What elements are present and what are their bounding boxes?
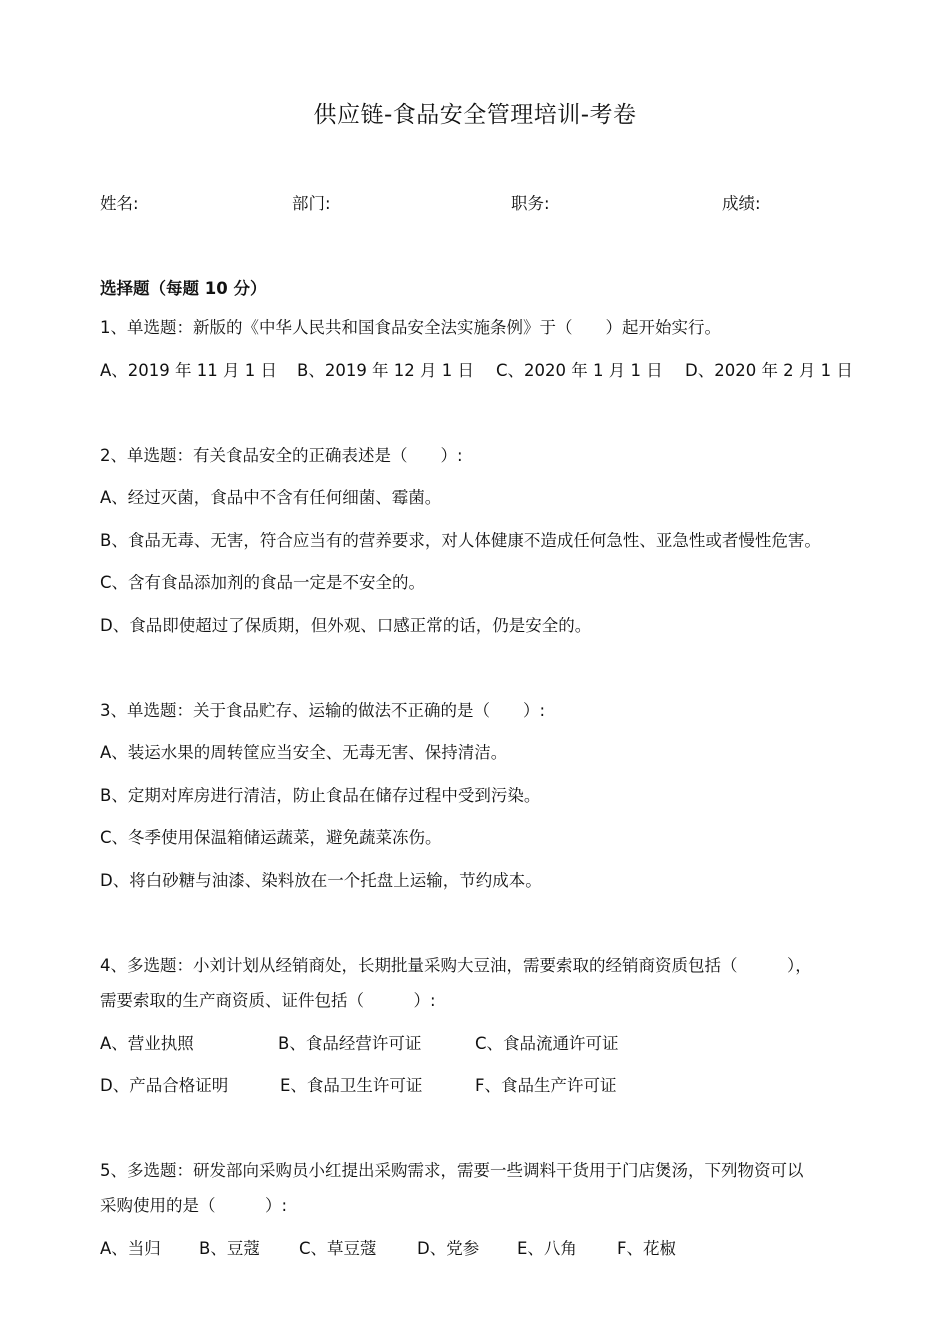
page-title: 供应链-食品安全管理培训-考卷 bbox=[313, 102, 637, 128]
question-5-option-f: F、花椒 bbox=[617, 1239, 676, 1258]
question-3-option-a: A、装运水果的周转筐应当安全、无毒无害、保持清洁。 bbox=[100, 743, 508, 762]
question-2-text: 2、单选题：有关食品安全的正确表述是（ ）: bbox=[100, 446, 463, 465]
question-3-option-d: D、将白砂糖与油漆、染料放在一个托盘上运输，节约成本。 bbox=[100, 871, 542, 890]
question-1-text: 1、单选题：新版的《中华人民共和国食品安全法实施条例》于（ ）起开始实行。 bbox=[100, 318, 721, 337]
section-title: 选择题（每题 10 分） bbox=[100, 279, 267, 298]
question-5-option-e: E、八角 bbox=[517, 1239, 577, 1258]
question-3-text: 3、单选题：关于食品贮存、运输的做法不正确的是（ ）: bbox=[100, 701, 546, 720]
info-row bbox=[0, 190, 950, 216]
question-4-option-b: B、食品经营许可证 bbox=[278, 1034, 422, 1053]
score-label: 成绩: bbox=[722, 194, 761, 213]
question-4-text-line2: 需要索取的生产商资质、证件包括（ ）: bbox=[100, 991, 436, 1010]
question-3-option-b: B、定期对库房进行清洁，防止食品在储存过程中受到污染。 bbox=[100, 786, 541, 805]
question-1-option-d: D、2020 年 2 月 1 日 bbox=[685, 361, 853, 380]
question-2-option-b: B、食品无毒、无害，符合应当有的营养要求，对人体健康不造成任何急性、亚急性或者慢性危害。 bbox=[100, 531, 821, 550]
dept-label: 部门: bbox=[292, 194, 331, 213]
position-label: 职务: bbox=[511, 194, 550, 213]
question-4-option-d: D、产品合格证明 bbox=[100, 1076, 229, 1095]
name-label: 姓名: bbox=[100, 194, 139, 213]
question-4-option-c: C、食品流通许可证 bbox=[475, 1034, 619, 1053]
question-3-option-c: C、冬季使用保温箱储运蔬菜，避免蔬菜冻伤。 bbox=[100, 828, 442, 847]
question-5-option-d: D、党参 bbox=[417, 1239, 480, 1258]
question-2-option-d: D、食品即使超过了保质期，但外观、口感正常的话，仍是安全的。 bbox=[100, 616, 592, 635]
question-4-option-f: F、食品生产许可证 bbox=[475, 1076, 617, 1095]
question-5-text-line1: 5、多选题：研发部向采购员小红提出采购需求，需要一些调料干货用于门店煲汤，下列物资可以 bbox=[100, 1161, 804, 1180]
question-2-option-a: A、经过灭菌，食品中不含有任何细菌、霉菌。 bbox=[100, 488, 442, 507]
question-4-option-a: A、营业执照 bbox=[100, 1034, 194, 1053]
question-1-option-b: B、2019 年 12 月 1 日 bbox=[297, 361, 475, 380]
question-4-text-line1: 4、多选题：小刘计划从经销商处，长期批量采购大豆油，需要索取的经销商资质包括（ ）， bbox=[100, 956, 812, 975]
question-5-option-b: B、豆蔻 bbox=[199, 1239, 260, 1258]
question-5-text-line2: 采购使用的是（ ）: bbox=[100, 1196, 288, 1215]
question-5-option-a: A、当归 bbox=[100, 1239, 161, 1258]
question-2-option-c: C、含有食品添加剂的食品一定是不安全的。 bbox=[100, 573, 426, 592]
question-1-option-a: A、2019 年 11 月 1 日 bbox=[100, 361, 277, 380]
question-5-option-c: C、草豆蔻 bbox=[299, 1239, 377, 1258]
question-4-option-e: E、食品卫生许可证 bbox=[280, 1076, 423, 1095]
question-1-option-c: C、2020 年 1 月 1 日 bbox=[496, 361, 663, 380]
